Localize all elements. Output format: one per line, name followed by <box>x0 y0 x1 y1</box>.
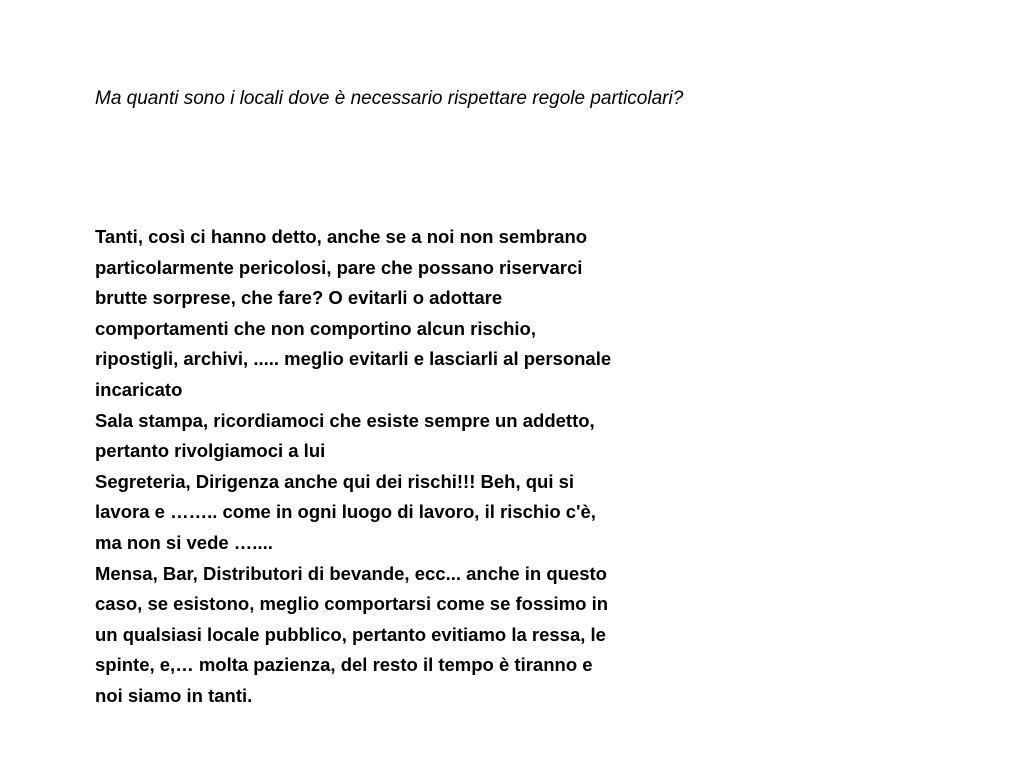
body-line: ma non si vede ….... <box>95 531 273 553</box>
body-line: Segreteria, Dirigenza anche qui dei rischi!!! Beh, qui si <box>95 470 575 492</box>
body-line: spinte, e,… molta pazienza, del resto il tempo è tiranno e <box>95 654 593 676</box>
body-line: Sala stampa, ricordiamoci che esiste sempre un addetto, <box>95 409 595 431</box>
slide-title: Ma quanti sono i locali dove è necessario rispettare regole particolari? <box>95 88 684 109</box>
body-line: incaricato <box>95 378 183 400</box>
body-line: lavora e …….. come in ogni luogo di lavoro, il rischio c'è, <box>95 501 596 523</box>
body-line: Tanti, così ci hanno detto, anche se a noi non sembrano <box>95 226 588 247</box>
body-line: un qualsiasi locale pubblico, pertanto evitiamo la ressa, le <box>95 623 606 645</box>
body-line: pertanto rivolgiamoci a lui <box>95 440 326 462</box>
body-line: ripostigli, archivi, ..... meglio evitarli e lasciarli al personale <box>95 348 612 370</box>
body-line: particolarmente pericolosi, pare che possano riservarci <box>95 256 583 278</box>
body-line: noi siamo in tanti. <box>95 684 253 706</box>
slide-body <box>95 222 735 712</box>
body-line: Mensa, Bar, Distributori di bevande, ecc... anche in questo <box>95 562 607 584</box>
body-line: caso, se esistono, meglio comportarsi come se fossimo in <box>95 593 609 615</box>
body-line: comportamenti che non comportino alcun rischio, <box>95 317 536 339</box>
body-line: brutte sorprese, che fare? O evitarli o adottare <box>95 287 503 309</box>
